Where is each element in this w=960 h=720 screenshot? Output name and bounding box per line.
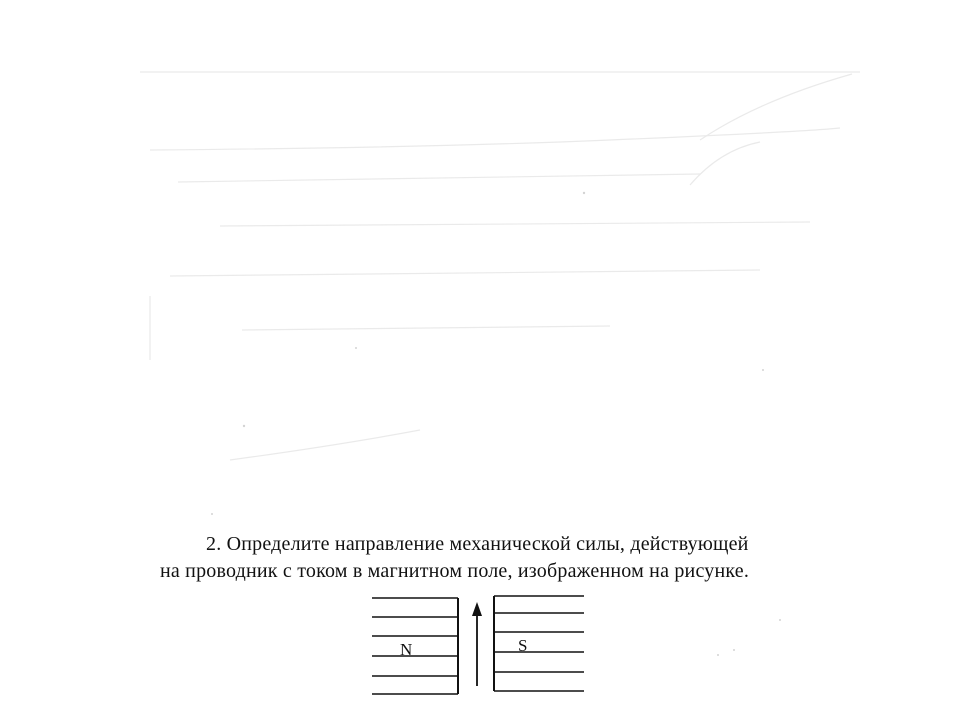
- south-pole-label: S: [518, 636, 528, 655]
- north-pole-label: N: [400, 640, 413, 659]
- north-magnet: [372, 598, 458, 694]
- problem-line-1: 2. Определите направление механической силы, действующей: [206, 533, 749, 555]
- current-arrow: [472, 602, 482, 686]
- problem-line-2: на проводник с током в магнитном поле, изображенном на рисунке.: [160, 560, 750, 582]
- magnetic-field-figure: [360, 592, 600, 702]
- problem-statement: [160, 531, 840, 585]
- south-magnet: [494, 596, 584, 694]
